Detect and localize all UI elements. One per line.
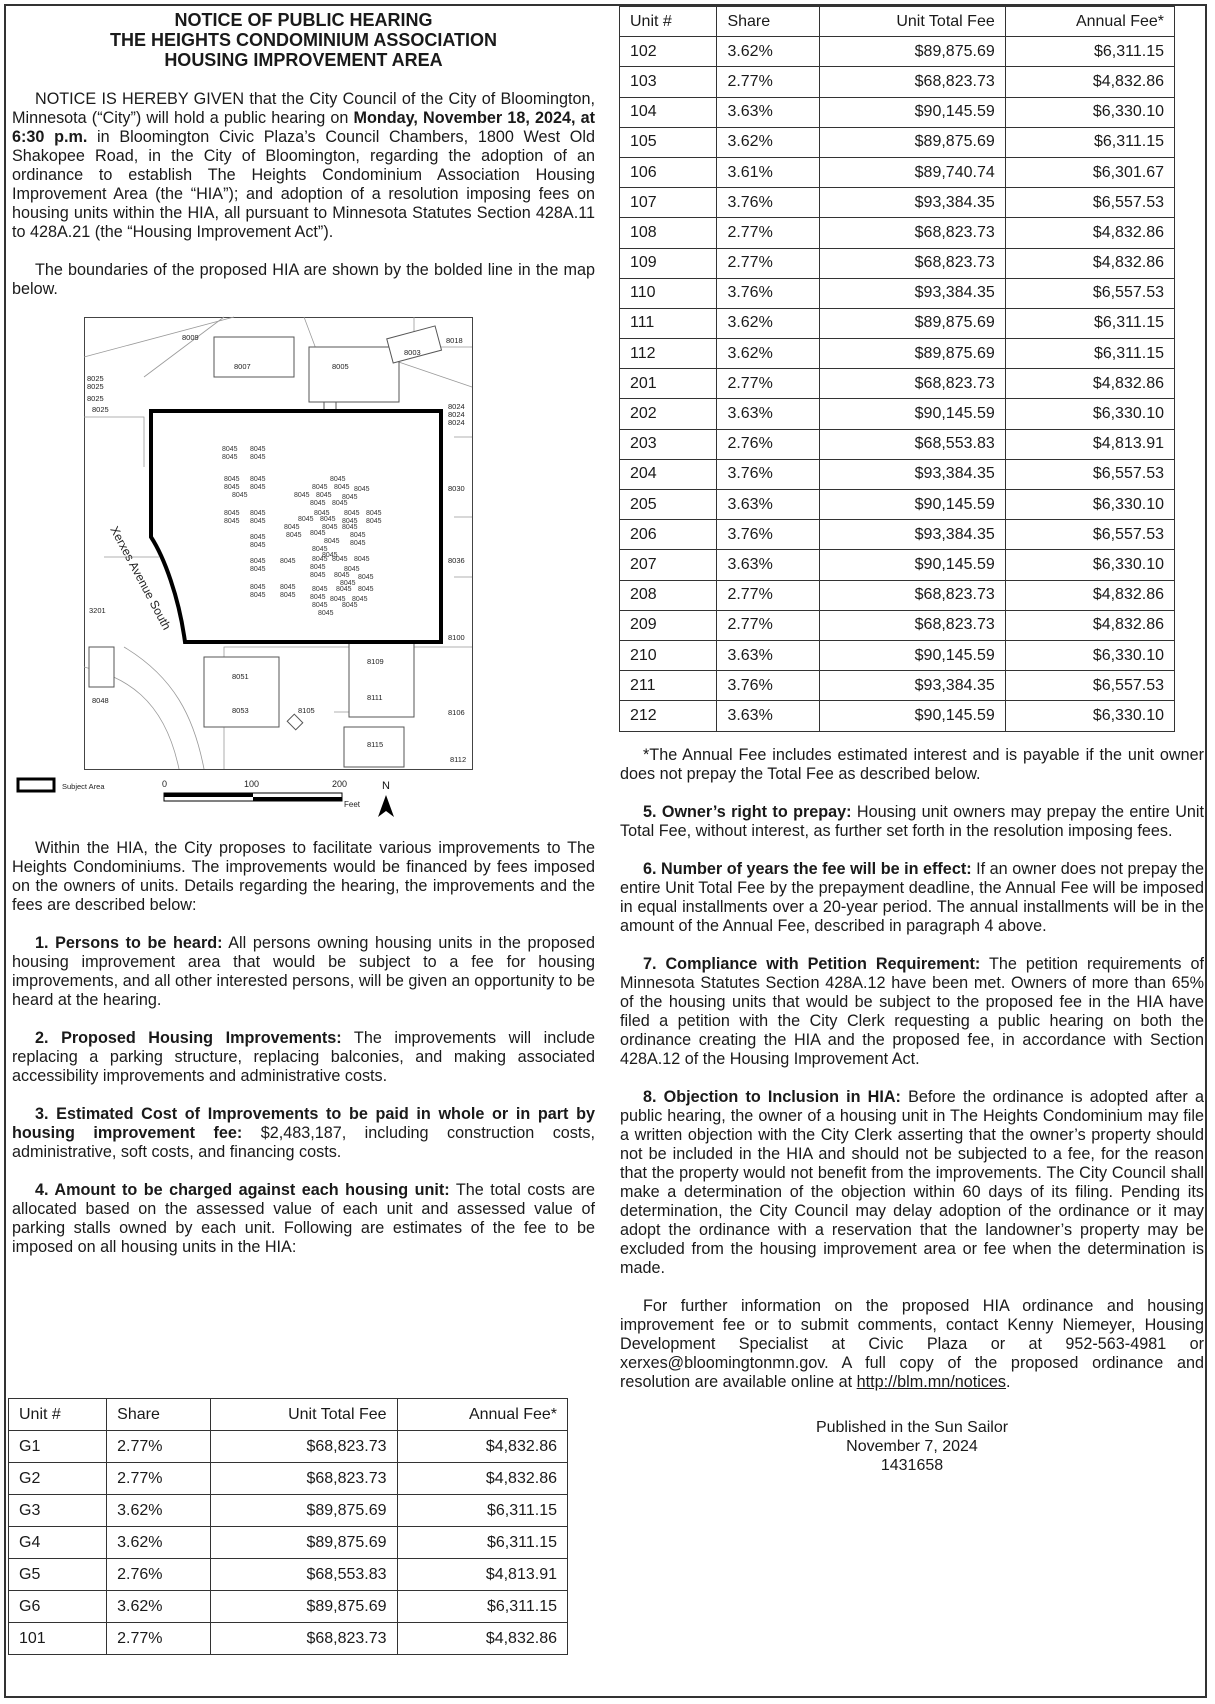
map-label: 8045 [280,558,296,565]
map-label: 8045 [280,592,296,599]
improvements-intro: Within the HIA, the City proposes to facilitate various improvements to The Heights Condominiums. The improvements would be financed by fees imposed on the owners of units. Details regarding the hearing, the improvements and the fees are described below: [12,839,595,914]
map-label: 8045 [354,556,370,563]
table-cell: 3.63% [717,701,820,731]
table-cell: $6,330.10 [1005,640,1174,670]
map-label: 8105 [298,706,315,715]
table-cell: 3.62% [717,339,820,369]
table-cell: 111 [620,308,717,338]
map-label: 8045 [312,546,328,553]
table-cell: $89,740.74 [820,157,1005,187]
table-cell: $90,145.59 [820,550,1005,580]
map-label: 8045 [358,586,374,593]
table-cell: 102 [620,37,717,67]
table-row [9,1431,568,1463]
table-cell: 112 [620,339,717,369]
table-cell: $93,384.35 [820,671,1005,701]
map-label: 8045 [342,518,358,525]
table-cell: $6,330.10 [1005,97,1174,127]
table-cell: $4,832.86 [397,1463,567,1495]
table-cell: $6,311.15 [1005,308,1174,338]
map-label: 8045 [250,518,266,525]
map-label: 8045 [224,484,240,491]
table-cell: 3.63% [717,490,820,520]
map-label: 200 [332,779,348,789]
table-cell: $68,823.73 [820,218,1005,248]
map-label: 8045 [312,586,328,593]
table-header-row [9,1399,568,1431]
table-cell: $90,145.59 [820,490,1005,520]
table-cell: 3.63% [717,550,820,580]
table-cell: $6,330.10 [1005,701,1174,731]
left-column [12,6,595,1257]
table-row [620,248,1175,278]
table-cell: 206 [620,520,717,550]
map-label: 8051 [232,672,249,681]
map-label: 8045 [224,518,240,525]
table-cell: $4,832.86 [1005,369,1174,399]
table-row [620,490,1175,520]
table-cell: 3.62% [107,1527,211,1559]
north-arrow-icon [378,795,394,817]
map-label: 8109 [367,657,384,666]
table-cell: $6,330.10 [1005,399,1174,429]
table-row [620,640,1175,670]
table-header-cell: Annual Fee* [1005,7,1174,37]
table-cell: $4,813.91 [1005,429,1174,459]
map-label: 8045 [224,476,240,483]
map-label: 8045 [330,476,346,483]
map-label: 8009 [182,333,199,342]
map-label: 8045 [284,524,300,531]
table-row [620,157,1175,187]
table-cell: $6,311.15 [397,1495,567,1527]
table-cell: $90,145.59 [820,701,1005,731]
map-label: Feet [344,800,361,809]
table-cell: 3.62% [717,37,820,67]
map-label: 0 [162,779,168,789]
map-label: 8045 [318,610,334,617]
table-row [620,459,1175,489]
map-label: 8045 [286,532,302,539]
table-cell: $6,311.15 [397,1527,567,1559]
table-cell: $68,553.83 [820,429,1005,459]
map-label: 8045 [324,538,340,545]
table-cell: 201 [620,369,717,399]
publication-info [620,1418,1204,1475]
table-cell: $6,330.10 [1005,550,1174,580]
map-label: 8045 [310,500,326,507]
annual-fee-footnote: *The Annual Fee includes estimated interest and is payable if the unit owner does not prepay the Total Fee as described below. [620,745,1204,783]
map-label: 8045 [250,592,266,599]
table-cell: $6,301.67 [1005,157,1174,187]
table-cell: $6,557.53 [1005,520,1174,550]
table-cell: $89,875.69 [820,339,1005,369]
map-label: 8045 [310,564,326,571]
table-row [9,1463,568,1495]
map-label: 8045 [334,572,350,579]
table-cell: $68,823.73 [820,580,1005,610]
map-label: 8045 [336,586,352,593]
table-cell: $68,823.73 [820,248,1005,278]
map-label: 8045 [222,454,238,461]
table-cell: 2.76% [107,1559,211,1591]
map-label: 8045 [310,572,326,579]
table-row [620,610,1175,640]
table-cell: 2.77% [717,67,820,97]
section-5: 5. Owner’s right to prepay: Housing unit owners may prepay the entire Unit Total Fee, without interest, as further set forth in the resolution imposing fees. [620,802,1204,840]
table-cell: 3.62% [107,1591,211,1623]
table-cell: $89,875.69 [820,308,1005,338]
map-label: 8045 [250,534,266,541]
map-label: 8048 [92,696,109,705]
map-label: 8045 [320,516,336,523]
table-cell: 2.77% [717,580,820,610]
map-label: 8024 [448,410,465,419]
table-cell: $6,557.53 [1005,278,1174,308]
table-cell: 3.76% [717,671,820,701]
map-label: 8018 [446,336,463,345]
map-label: 8045 [250,558,266,565]
map-label: 8025 [92,405,109,414]
table-row [620,580,1175,610]
map-label: 8045 [250,476,266,483]
map-label: 8045 [352,596,368,603]
table-cell: $93,384.35 [820,459,1005,489]
map-label: 8045 [310,594,326,601]
notices-link[interactable]: http://blm.mn/notices [856,1372,1007,1391]
map-label: 8045 [250,584,266,591]
table-cell: 212 [620,701,717,731]
hia-map [62,317,578,839]
map-label: 8024 [448,418,465,427]
map-label: 8045 [340,580,356,587]
table-row [620,97,1175,127]
map-label: 8045 [250,446,266,453]
table-row [9,1559,568,1591]
table-cell: $4,832.86 [397,1431,567,1463]
table-cell: 101 [9,1623,107,1655]
map-label: 8045 [298,516,314,523]
table-row [620,308,1175,338]
table-cell: 105 [620,127,717,157]
table-cell: 2.77% [717,610,820,640]
table-cell: $4,832.86 [1005,67,1174,97]
map-label: 8045 [316,492,332,499]
map-label: 8036 [448,556,465,565]
table-cell: 3.63% [717,97,820,127]
table-cell: 108 [620,218,717,248]
fee-table-right [619,6,1175,732]
table-cell: 3.76% [717,459,820,489]
map-label: 8045 [232,492,248,499]
table-row [620,67,1175,97]
map-label: 8007 [234,362,251,371]
table-cell: 3.76% [717,278,820,308]
map-label: 8045 [332,556,348,563]
map-label: 8112 [450,755,467,764]
table-cell: $90,145.59 [820,399,1005,429]
table-cell: 104 [620,97,717,127]
map-label: Xerxes Avenue South [107,523,174,633]
map-label: 8045 [314,510,330,517]
table-cell: 204 [620,459,717,489]
map-label: 8045 [322,524,338,531]
table-cell: $6,557.53 [1005,188,1174,218]
table-cell: $89,875.69 [210,1527,397,1559]
map-label: 8045 [250,510,266,517]
table-row [9,1591,568,1623]
map-label: 8100 [448,633,465,642]
table-row [9,1527,568,1559]
table-cell: $6,311.15 [397,1591,567,1623]
table-cell: 3.63% [717,640,820,670]
table-cell: G2 [9,1463,107,1495]
table-cell: $68,823.73 [820,369,1005,399]
publication-date: November 7, 2024 [846,1437,978,1455]
table-header-cell: Annual Fee* [397,1399,567,1431]
table-header-cell: Unit # [620,7,717,37]
map-label: 8111 [367,693,383,702]
map-label: 8025 [87,374,104,383]
table-row [620,127,1175,157]
map-label: 8045 [332,500,348,507]
table-cell: 205 [620,490,717,520]
map-label: 8045 [366,518,382,525]
table-cell: $6,330.10 [1005,490,1174,520]
table-cell: $4,832.86 [397,1623,567,1655]
table-cell: 109 [620,248,717,278]
map-label: 8045 [334,484,350,491]
map-label: 8045 [312,484,328,491]
table-cell: 3.76% [717,188,820,218]
right-column [620,6,1204,1475]
table-cell: $89,875.69 [820,37,1005,67]
table-cell: $6,557.53 [1005,459,1174,489]
table-cell: 209 [620,610,717,640]
table-row [620,278,1175,308]
table-cell: $4,832.86 [1005,248,1174,278]
map-label: 8045 [344,510,360,517]
section-8: 8. Objection to Inclusion in HIA: Before the ordinance is adopted after a public hearing, the owner of a housing unit in The Heights Condominium may file a written objection with the City Clerk asserting that the owner’s property should not be included in the HIA and should not be subjected to a fee, for the reason that the property would not benefit from the improvements. The City Council shall make a determination of the objection within 60 days of its filing. Pending its determination, the City Council may delay adoption of the ordinance or it may adopt the ordinance with a reservation that the landowner’s property may be excluded from the housing improvement area or fee when the determination is made. [620,1087,1204,1277]
table-cell: $93,384.35 [820,188,1005,218]
title-line-3: HOUSING IMPROVEMENT AREA [164,50,443,70]
table-cell: 3.76% [717,520,820,550]
table-row [620,520,1175,550]
title-line-2: THE HEIGHTS CONDOMINIUM ASSOCIATION [110,30,497,50]
publication-paper: Published in the Sun Sailor [815,1418,1009,1436]
notice-title [12,10,595,70]
table-row [620,399,1175,429]
table-cell: G5 [9,1559,107,1591]
map-label: 8045 [250,542,266,549]
table-cell: 211 [620,671,717,701]
table-header-cell: Share [717,7,820,37]
table-cell: 2.77% [717,369,820,399]
table-cell: 202 [620,399,717,429]
table-header-row [620,7,1175,37]
map-label: 8024 [448,402,465,411]
map-label: 8045 [250,454,266,461]
map-label: 8025 [87,382,104,391]
map-label: 8003 [404,348,421,357]
map-label: 8045 [250,484,266,491]
table-cell: 3.63% [717,399,820,429]
table-header-cell: Unit Total Fee [210,1399,397,1431]
table-cell: $4,832.86 [1005,610,1174,640]
map-label: 8045 [294,492,310,499]
table-cell: $68,823.73 [210,1623,397,1655]
map-label: 3201 [89,606,106,615]
table-cell: 3.62% [107,1495,211,1527]
section-3: 3. Estimated Cost of Improvements to be paid in whole or in part by housing improvement fee: $2,483,187, including construction costs, administrative, soft costs, and financing costs. [12,1105,595,1161]
table-cell: $4,832.86 [1005,580,1174,610]
table-cell: 2.76% [717,429,820,459]
map-label: 8053 [232,706,249,715]
table-cell: G4 [9,1527,107,1559]
title-line-1: NOTICE OF PUBLIC HEARING [174,10,433,30]
map-label: 8005 [332,362,349,371]
table-cell: $68,823.73 [820,67,1005,97]
map-label: 8045 [354,486,370,493]
table-cell: 208 [620,580,717,610]
section-4: 4. Amount to be charged against each housing unit: The total costs are allocated based on the assessed value of each unit and assessed value of parking stalls owned by each unit. Following are estimates of the fee to be imposed on all housing units in the HIA: [12,1181,595,1256]
boundary-paragraph: The boundaries of the proposed HIA are shown by the bolded line in the map below. [12,261,595,298]
map-label: 8045 [358,574,374,581]
map-label: 8030 [448,484,465,493]
table-cell: 2.77% [717,218,820,248]
table-cell: 3.62% [717,308,820,338]
map-label: 8045 [250,566,266,573]
table-cell: 207 [620,550,717,580]
table-row [620,429,1175,459]
intro-paragraph: NOTICE IS HEREBY GIVEN that the City Council of the City of Bloomington, Minnesota (“City”) will hold a public hearing on Monday, November 18, 2024, at 6:30 p.m. in Bloomington Civic Plaza’s Council Chambers, 1800 West Old Shakopee Road, in the City of Bloomington, regarding the adoption of an ordinance to establish The Heights Condominium Association Housing Improvement Area (the “HIA”); and adoption of a resolution imposing fees on housing units within the HIA, all pursuant to Minnesota Statutes Section 428A.11 to 428A.21 (the “Housing Improvement Act”). [12,90,595,241]
table-cell: $6,557.53 [1005,671,1174,701]
table-cell: $93,384.35 [820,520,1005,550]
table-cell: G6 [9,1591,107,1623]
table-cell: $89,875.69 [210,1495,397,1527]
publication-id: 1431658 [880,1456,944,1474]
table-row [620,701,1175,731]
table-cell: G1 [9,1431,107,1463]
contact-paragraph: For further information on the proposed HIA ordinance and housing improvement fee or to submit comments, contact Kenny Niemeyer, Housing Development Specialist at Civic Plaza or at 952-563-4981 or xerxes@bloomingtonmn.gov. A full copy of the proposed ordinance and resolution are available online at http://blm.mn/notices. [620,1296,1204,1391]
table-cell: 106 [620,157,717,187]
map-label: 8045 [350,540,366,547]
map-label: 8045 [344,566,360,573]
table-row [620,671,1175,701]
table-cell: 103 [620,67,717,97]
table-cell: 210 [620,640,717,670]
table-cell: $90,145.59 [820,640,1005,670]
table-row [620,188,1175,218]
section-6: 6. Number of years the fee will be in effect: If an owner does not prepay the entire Unit Total Fee by the prepayment deadline, the Annual Fee will be imposed in equal installments over a 20-year period. The annual installments will be in the amount of the Annual Fee, described in paragraph 4 above. [620,859,1204,935]
table-row [620,37,1175,67]
table-cell: 110 [620,278,717,308]
map-label: 8045 [310,530,326,537]
table-cell: $6,311.15 [1005,339,1174,369]
map-label: 8045 [312,556,328,563]
table-cell: G3 [9,1495,107,1527]
section-1: 1. Persons to be heard: All persons owning housing units in the proposed housing improvement area that would be subject to a fee for housing improvements, and all other interested persons, will be given an opportunity to be heard at the hearing. [12,934,596,1009]
table-cell: 203 [620,429,717,459]
map-label: Subject Area [62,782,105,791]
table-cell: 3.61% [717,157,820,187]
legend-swatch [18,779,54,791]
table-row [620,369,1175,399]
map-label: 8045 [342,602,358,609]
map-label: 8045 [366,510,382,517]
table-row [9,1495,568,1527]
map-label: 8106 [448,708,465,717]
table-row [620,339,1175,369]
table-row [620,550,1175,580]
table-header-cell: Share [107,1399,211,1431]
section-2: 2. Proposed Housing Improvements: The improvements will include replacing a parking structure, replacing balconies, and making associated accessibility improvements and administrative costs. [12,1029,595,1085]
map-label: 8045 [312,602,328,609]
table-cell: $6,311.15 [1005,37,1174,67]
table-cell: $89,875.69 [210,1591,397,1623]
table-row [9,1623,568,1655]
fee-table-left [8,1398,568,1655]
table-cell: $93,384.35 [820,278,1005,308]
map-label: 8045 [222,446,238,453]
map-label: N [382,780,390,792]
table-cell: $6,311.15 [1005,127,1174,157]
map-label: 8045 [322,552,338,559]
map-label: 8045 [330,596,346,603]
section-7: 7. Compliance with Petition Requirement: The petition requirements of Minnesota Statutes Section 428A.12 have been met. Owners of more than 65% of the housing units that would be subject to the proposed fee in the HIA have filed a petition with the City Clerk requesting a public hearing on both the ordinance creating the HIA and the proposed fee, in accordance with Section 428A.12 of the Housing Improvement Act. [620,954,1204,1068]
table-cell: 107 [620,188,717,218]
map-label: 8045 [342,494,358,501]
table-cell: $89,875.69 [820,127,1005,157]
map-label: 8115 [367,740,384,749]
table-row [620,218,1175,248]
table-cell: $68,823.73 [210,1431,397,1463]
table-header-cell: Unit Total Fee [820,7,1005,37]
table-cell: $4,832.86 [1005,218,1174,248]
table-cell: $4,813.91 [397,1559,567,1591]
table-cell: $90,145.59 [820,97,1005,127]
map-label: 8045 [342,524,358,531]
table-cell: 2.77% [107,1463,211,1495]
table-cell: $68,823.73 [820,610,1005,640]
table-cell: 2.77% [717,248,820,278]
table-cell: $68,553.83 [210,1559,397,1591]
map-label: 8045 [350,532,366,539]
map-label: 8045 [224,510,240,517]
table-cell: $68,823.73 [210,1463,397,1495]
map-label: 100 [244,779,260,789]
map-label: 8045 [280,584,296,591]
table-header-cell: Unit # [9,1399,107,1431]
map-label: 8025 [87,394,104,403]
table-cell: 3.62% [717,127,820,157]
table-cell: 2.77% [107,1623,211,1655]
table-cell: 2.77% [107,1431,211,1463]
